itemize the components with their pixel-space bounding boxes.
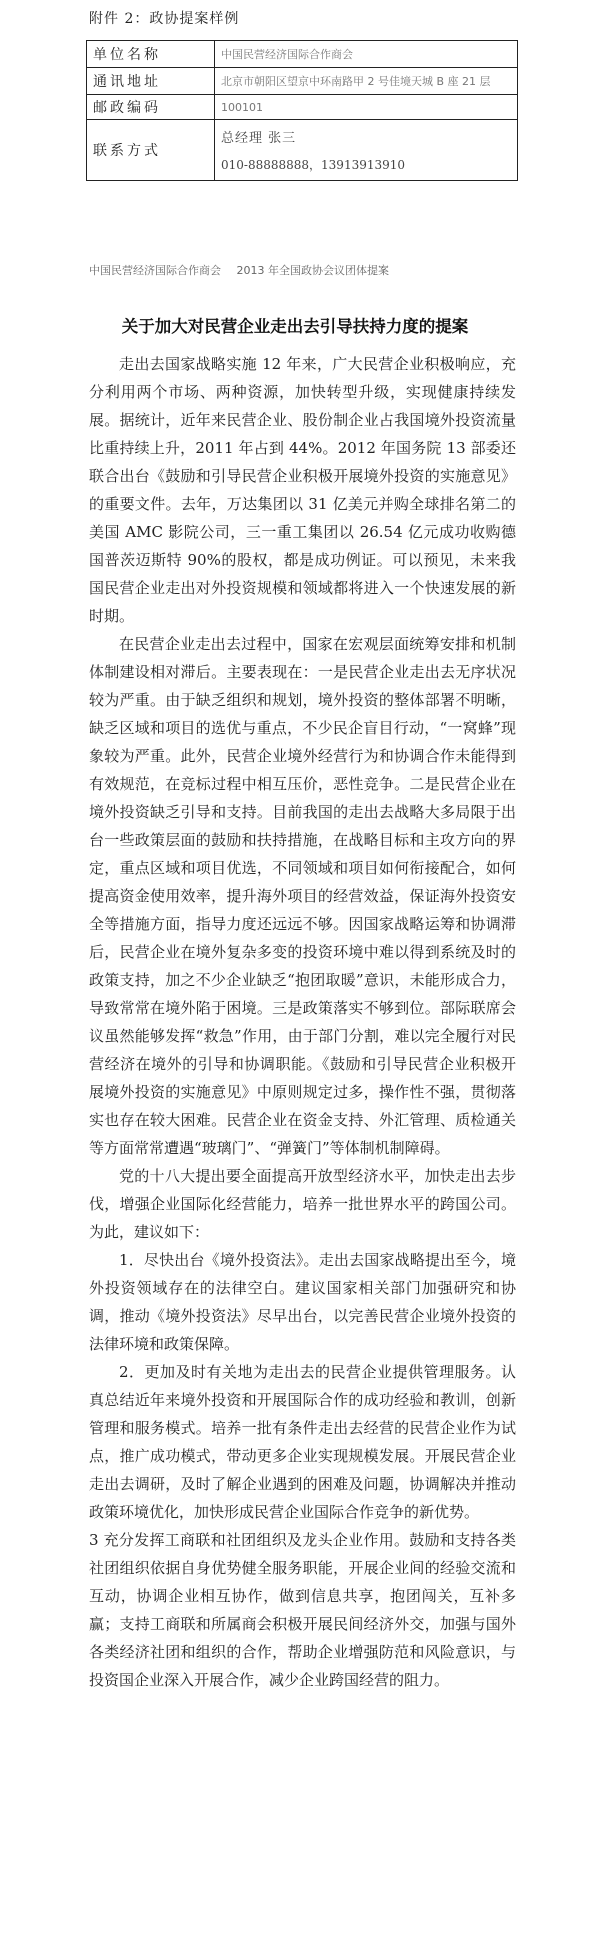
proposal-title: 关于加大对民营企业走出去引导扶持力度的提案 [121,317,469,336]
proposal-body [89,350,516,1694]
event-name: 2013 年全国政协会议团体提案 [236,264,389,277]
address-label: 通讯地址 [87,68,215,95]
org-name: 中国民营经济国际合作商会 [89,264,221,277]
contact-name: 总经理 张三 [221,131,297,146]
table-row [87,68,518,95]
contact-value [215,120,518,181]
body-paragraph: 党的十八大提出要全面提高开放型经济水平，加快走出去步伐，增强企业国际化经营能力，培养一批世界水平的跨国公司。为此，建议如下： [89,1167,516,1241]
table-row [87,41,518,68]
org-line [89,262,401,278]
postcode-value: 100101 [215,95,518,120]
contact-label: 联系方式 [87,120,215,181]
unit-name-label: 单位名称 [87,41,215,68]
postcode-label: 邮政编码 [87,95,215,120]
body-paragraph: 走出去国家战略实施 12 年来，广大民营企业积极响应，充分利用两个市场、两种资源，加快转型升级，实现健康持续发展。据统计，近年来民营企业、股份制企业占我国境外投资流量比重持续上升，2011 年占到 44%。2012 年国务院 13 部委还联合出台《鼓励和引导民营企业积极开展境外投资的实施意见》的重要文件。去年，万达集团以 31 亿美元并购全球排名第二的美国 AMC 影院公司，三一重工集团以 26.54 亿元成功收购德国普茨迈斯特 90%的股权，都是成功例证。可以预见，未来我国民营企业走出对外投资规模和领域都将进入一个快速发展的新时期。 [89,355,516,625]
body-paragraph: 在民营企业走出去过程中，国家在宏观层面统筹安排和机制体制建设相对滞后。主要表现在：一是民营企业走出去无序状况较为严重。由于缺乏组织和规划，境外投资的整体部署不明晰，缺乏区域和项目的选优与重点，不少民企盲目行动，“一窝蜂”现象较为严重。此外，民营企业境外经营行为和协调合作未能得到有效规范，在竞标过程中相互压价，恶性竞争。二是民营企业在境外投资缺乏引导和支持。目前我国的走出去战略大多局限于出台一些政策层面的鼓励和扶持措施，在战略目标和主攻方向的界定，重点区域和项目优选，不同领域和项目如何衔接配合，如何提高资金使用效率，提升海外项目的经营效益，保证海外投资安全等措施方面，指导力度还远远不够。因国家战略运筹和协调滞后，民营企业在境外复杂多变的投资环境中难以得到系统及时的政策支持，加之不少企业缺乏“抱团取暖”意识，未能形成合力，导致常常在境外陷于困境。三是政策落实不够到位。部际联席会议虽然能够发挥“救急”作用，由于部门分割，难以完全履行对民营经济在境外的引导和协调职能。《鼓励和引导民营企业积极开展境外投资的实施意见》中原则规定过多，操作性不强，贯彻落实也存在较大困难。民营企业在资金支持、外汇管理、质检通关等方面常常遭遇“玻璃门”、“弹簧门”等体制机制障碍。 [89,635,516,1157]
body-paragraph: 2．更加及时有关地为走出去的民营企业提供管理服务。认真总结近年来境外投资和开展国际合作的成功经验和教训，创新管理和服务模式。培养一批有条件走出去经营的民营企业作为试点，推广成功模式，带动更多企业实现规模发展。开展民营企业走出去调研，及时了解企业遇到的困难及问题，协调解决并推动政策环境优化，加快形成民营企业国际合作竞争的新优势。 [89,1363,516,1521]
address-value: 北京市朝阳区望京中环南路甲 2 号佳境天城 B 座 21 层 [215,68,518,95]
annex-label: 附件 2：政协提案样例 [89,11,240,27]
contact-phone: 010-88888888，13913913910 [221,158,406,172]
table-row [87,120,518,181]
table-row [87,95,518,120]
body-paragraph: 3 充分发挥工商联和社团组织及龙头企业作用。鼓励和支持各类社团组织依据自身优势健全服务职能，开展企业间的经验交流和互动，协调企业相互协作，做到信息共享，抱团闯关，互补多赢；支持工商联和所属商会积极开展民间经济外交，加强与国外各类经济社团和组织的合作，帮助企业增强防范和风险意识，与投资国企业深入开展合作，减少企业跨国经营的阻力。 [89,1531,516,1689]
unit-name-value: 中国民营经济国际合作商会 [215,41,518,68]
body-paragraph: 1．尽快出台《境外投资法》。走出去国家战略提出至今，境外投资领域存在的法律空白。建议国家相关部门加强研究和协调，推动《境外投资法》尽早出台，以完善民营企业境外投资的法律环境和政策保障。 [89,1251,516,1353]
proposer-info-table [86,40,518,181]
